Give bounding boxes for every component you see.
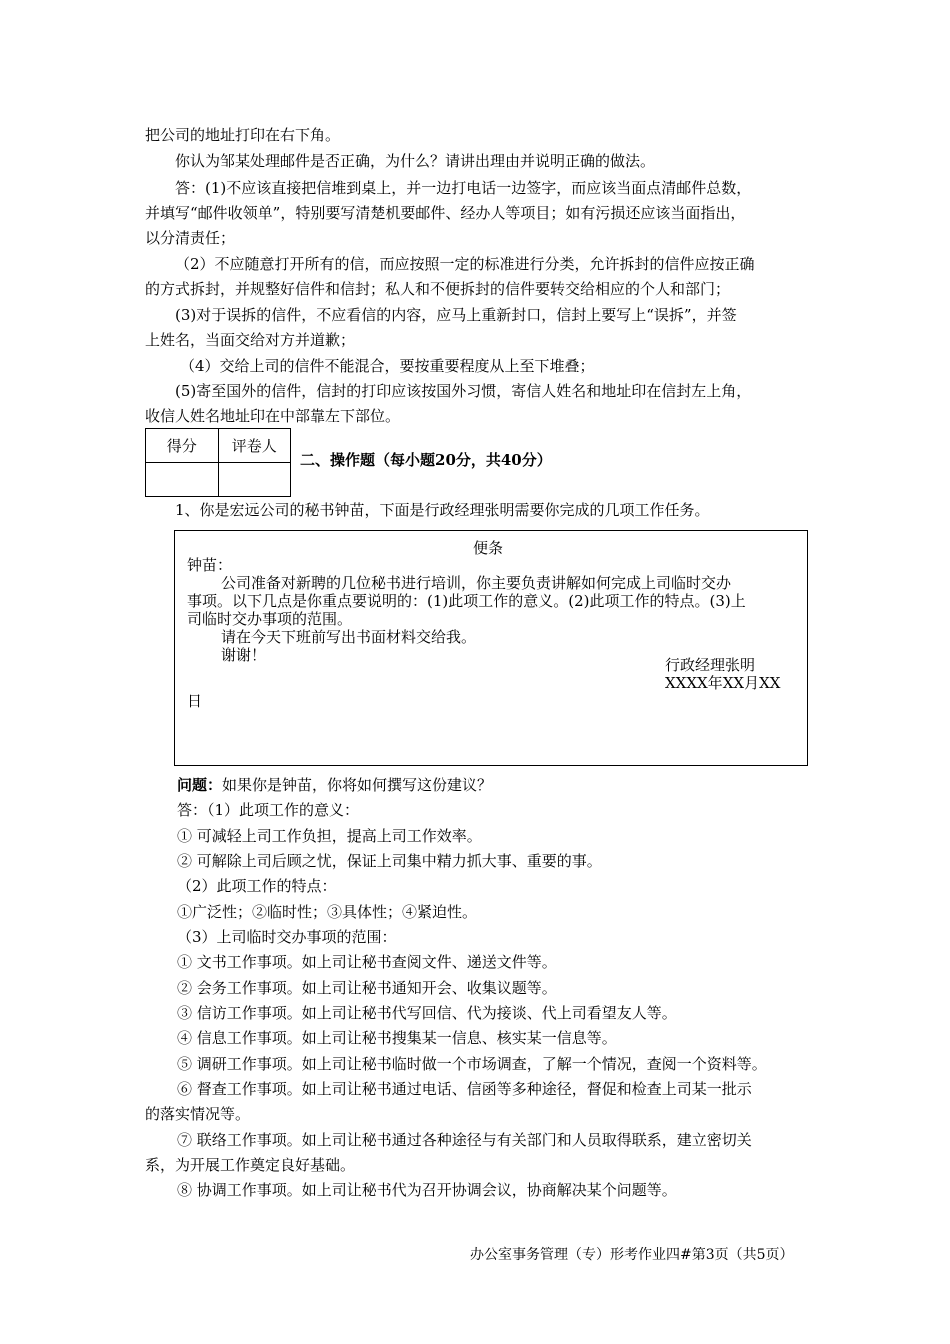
memo-date-day: 日	[187, 692, 203, 710]
answer-item: ① 文书工作事项。如上司让秘书查阅文件、递送文件等。	[177, 953, 557, 971]
question-text: 如果你是钟苗，你将如何撰写这份建议？	[222, 776, 493, 794]
score-header: 得分	[146, 429, 219, 463]
question-label: 问题：	[177, 776, 223, 794]
answer-line: 的方式拆封，并规整好信件和信封；私人和不便拆封的信件要转交给相应的个人和部门；	[145, 280, 731, 298]
text-line: 把公司的地址打印在右下角。	[145, 126, 341, 144]
answer-line: 答：(1)不应该直接把信堆到桌上，并一边打电话一边签字，而应该当面点清邮件总数，	[175, 179, 752, 197]
grader-header: 评卷人	[218, 429, 291, 463]
answer-item: ② 会务工作事项。如上司让秘书通知开会、收集议题等。	[177, 979, 557, 997]
answer-item: ① 可减轻上司工作负担，提高上司工作效率。	[177, 827, 482, 845]
answer-line: （4）交给上司的信件不能混合，要按重要程度从上至下堆叠；	[180, 357, 595, 375]
page-footer: 办公室事务管理（专）形考作业四#第3页（共5页）	[470, 1247, 794, 1263]
memo-line: 公司准备对新聘的几位秘书进行培训，你主要负责讲解如何完成上司临时交办	[221, 574, 732, 592]
section-title: 二、操作题（每小题20分，共40分）	[300, 451, 552, 469]
answer-item: 的落实情况等。	[145, 1105, 251, 1123]
memo-box	[174, 530, 808, 766]
question-text: 1、你是宏远公司的秘书钟苗，下面是行政经理张明需要你完成的几项工作任务。	[175, 501, 710, 519]
question-line	[177, 775, 492, 795]
answer-item: 系，为开展工作奠定良好基础。	[145, 1156, 356, 1174]
answer-line: （2）不应随意打开所有的信，而应按照一定的标准进行分类，允许拆封的信件应按正确	[175, 255, 755, 273]
memo-line: 司临时交办事项的范围。	[187, 610, 353, 628]
answer-heading: 答：（1）此项工作的意义：	[177, 801, 360, 819]
answer-line: (3)对于误拆的信件，不应看信的内容，应马上重新封口，信封上要写上“误拆”，并签	[175, 306, 737, 324]
question-text: 你认为邹某处理邮件是否正确，为什么？请讲出理由并说明正确的做法。	[175, 152, 656, 170]
answer-item: ③ 信访工作事项。如上司让秘书代写回信、代为接谈、代上司看望友人等。	[177, 1004, 677, 1022]
memo-date: XXXX年XX月XX	[665, 674, 781, 692]
answer-item: ⑥ 督查工作事项。如上司让秘书通过电话、信函等多种途径，督促和检查上司某一批示	[177, 1080, 752, 1098]
answer-line: (5)寄至国外的信件，信封的打印应该按国外习惯，寄信人姓名和地址印在信封左上角，	[175, 382, 752, 400]
memo-line: 请在今天下班前写出书面材料交给我。	[221, 628, 477, 646]
answer-item: ⑤ 调研工作事项。如上司让秘书临时做一个市场调查，了解一个情况，查阅一个资料等。	[177, 1055, 767, 1073]
memo-line: 谢谢！	[221, 646, 267, 664]
score-table	[145, 428, 291, 497]
memo-title: 便条	[473, 539, 504, 557]
answer-line: 上姓名，当面交给对方并道歉；	[145, 331, 356, 349]
answer-item: ④ 信息工作事项。如上司让秘书搜集某一信息、核实某一信息等。	[177, 1029, 617, 1047]
answer-heading: （2）此项工作的特点：	[177, 877, 337, 895]
answer-line: 收信人姓名地址印在中部靠左下部位。	[145, 407, 401, 425]
score-cell[interactable]	[146, 463, 219, 497]
memo-salutation: 钟苗：	[187, 556, 233, 574]
answer-item: ⑦ 联络工作事项。如上司让秘书通过各种途径与有关部门和人员取得联系，建立密切关	[177, 1131, 752, 1149]
answer-line: 以分清责任；	[145, 229, 236, 247]
answer-item: ② 可解除上司后顾之忧，保证上司集中精力抓大事、重要的事。	[177, 852, 602, 870]
memo-line: 事项。以下几点是你重点要说明的：(1)此项工作的意义。(2)此项工作的特点。(3)上	[187, 592, 746, 610]
answer-item: ⑧ 协调工作事项。如上司让秘书代为召开协调会议，协商解决某个问题等。	[177, 1181, 677, 1199]
answer-item: ①广泛性；②临时性；③具体性；④紧迫性。	[177, 903, 478, 921]
grader-cell[interactable]	[218, 463, 291, 497]
memo-signature: 行政经理张明	[665, 656, 756, 674]
answer-line: 并填写“邮件收领单”，特别要写清楚机要邮件、经办人等项目；如有污损还应该当面指出，	[145, 204, 746, 222]
answer-heading: （3）上司临时交办事项的范围：	[177, 928, 397, 946]
